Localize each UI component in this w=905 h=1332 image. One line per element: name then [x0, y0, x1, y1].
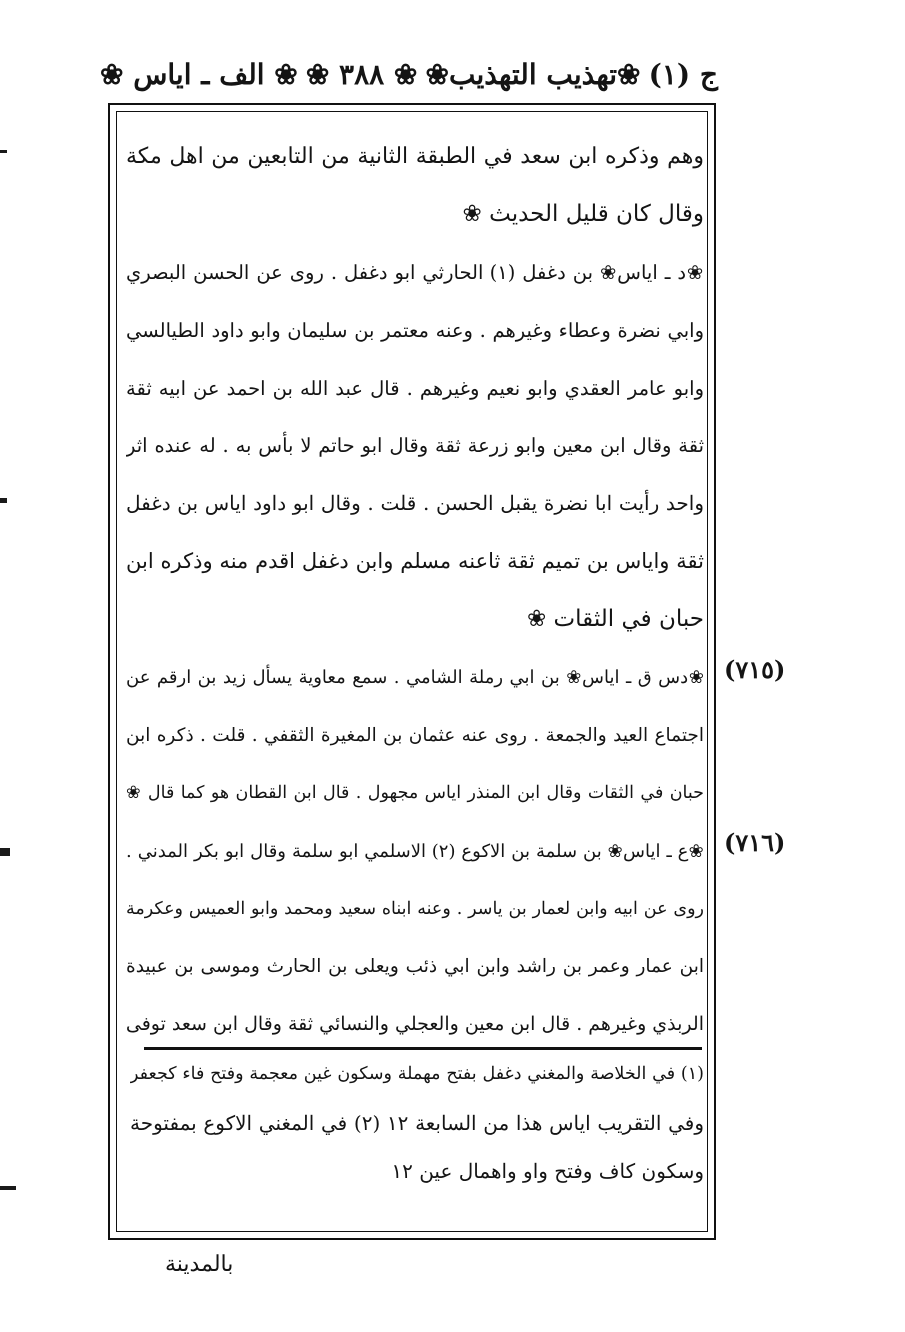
body-line: ❀دس ق ـ اياس❀ بن ابي رملة الشامي . سمع معاوية يسأل زيد بن ارقم عن	[126, 667, 704, 689]
book-title: ❀تهذيب التهذيب❀	[425, 57, 641, 91]
body-line: اجتماع العيد والجمعة . روى عنه عثمان بن المغيرة الثقفي . قلت . ذكره ابن	[126, 724, 704, 746]
body-line: حبان في الثقات وقال ابن المنذر اياس مجهول . قال ابن القطان هو كما قال ❀	[126, 782, 704, 803]
body-line: ابن عمار وعمر بن راشد وابن ابي ذئب ويعلى بن الحارث وموسى بن عبيدة	[126, 956, 704, 978]
page-number: ❀ ٣٨٨ ❀	[305, 57, 418, 91]
catchword: بالمدينة	[165, 1252, 234, 1277]
body-text	[126, 128, 704, 1054]
footnote-line: وسكون كاف وفتح واو واهمال عين ١٢	[391, 1159, 704, 1183]
scan-margin-mark	[0, 150, 7, 153]
body-line: وابي نضرة وعطاء وغيرهم . وعنه معتمر بن سليمان وابو داود الطيالسي	[126, 318, 704, 342]
entry-number: (٧١٦)	[724, 828, 786, 857]
footnotes	[130, 1050, 704, 1196]
running-header	[100, 52, 718, 96]
body-line: روى عن ابيه وابن لعمار بن ياسر . وعنه ابناه سعيد ومحمد وابو العميس وعكرمة	[126, 898, 704, 919]
body-line: الربذي وغيرهم . قال ابن معين والعجلي والنسائي ثقة وقال ابن سعد توفى	[126, 1013, 704, 1036]
scan-margin-mark	[0, 848, 10, 856]
body-line: ❀ع ـ اياس❀ بن سلمة بن الاكوع (٢) الاسلمي ابو سلمة وقال ابو بكر المدني .	[126, 840, 704, 862]
body-line: وقال كان قليل الحديث ❀	[462, 200, 704, 227]
volume-label: ج (١)	[648, 57, 718, 91]
scan-margin-mark	[0, 498, 7, 503]
footnote-line: (١) في الخلاصة والمغني دغفل بفتح مهملة وسكون غين معجمة وفتح فاء كجعفر	[130, 1064, 704, 1084]
body-line: ثقة واياس بن تميم ثقة ثاعنه مسلم وابن دغفل اقدم منه وذكره ابن	[126, 549, 704, 574]
body-line: ثقة وقال ابن معين وابو زرعة ثقة وقال ابو حاتم لا بأس به . له عنده اثر	[126, 434, 704, 458]
body-line: واحد رأيت ابا نضرة يقبل الحسن . قلت . وقال ابو داود اياس بن دغفل	[126, 491, 704, 516]
body-line: حبان في الثقات ❀	[526, 606, 704, 633]
scan-margin-mark	[0, 1186, 16, 1190]
body-line: ❀د ـ اياس❀ بن دغفل (١) الحارثي ابو دغفل . روى عن الحسن البصري	[126, 260, 704, 284]
section-label: ❀ الف ـ اياس ❀	[100, 57, 298, 91]
body-line: وابو عامر العقدي وابو نعيم وغيرهم . قال عبد الله بن احمد عن ابيه ثقة	[126, 376, 704, 400]
entry-number: (٧١٥)	[724, 655, 786, 684]
footnote-line: وفي التقريب اياس هذا من السابعة ١٢ (٢) في المغني الاكوع بمفتوحة	[130, 1110, 704, 1135]
body-line: وهم وذكره ابن سعد في الطبقة الثانية من التابعين من اهل مكة	[126, 144, 704, 169]
